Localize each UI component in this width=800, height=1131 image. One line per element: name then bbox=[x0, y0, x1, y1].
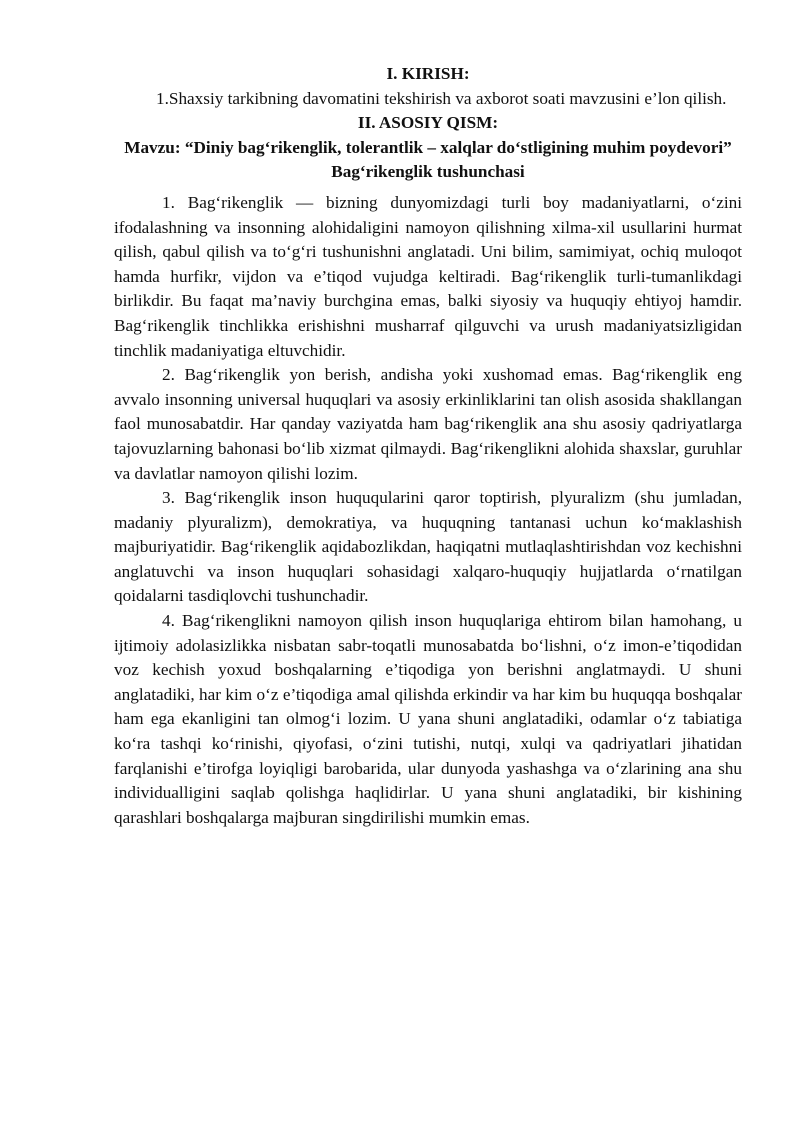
paragraph-4: 4. Bag‘rikenglikni namoyon qilish inson huquqlariga ehtirom bilan hamohang, u ijtimoiy adolasizlikka nisbatan sabr-toqatli munosabatda bo‘lishni, o‘z imon-e’tiqodidan voz kechish yoxud boshqalarning e’tiqodiga yon berishni anglatmaydi. U shuni anglatadiki, har kim o‘z e’tiqodiga amal qilishda erkindir va har kim bu huquqqa boshqalar ham ega ekanligini tan olmog‘i lozim. U yana shuni anglatadiki, odamlar o‘z tabiatiga ko‘ra tashqi ko‘rinishi, qiyofasi, o‘zini tutishi, nutqi, xulqi va qadriyatlari jihatidan farqlanishi e’tirofga loyiqligi barobarida, ular dunyoda yashashga va o‘zlarining ana shu individualligini saqlab qolishga haqlidirlar. U yana shuni anglatadiki, bir kishining qarashlari boshqalarga majburan singdirilishi mumkin emas. bbox=[114, 611, 742, 827]
intro-item: 1.Shaxsiy tarkibning davomatini tekshirish va axborot soati mavzusini e’lon qilish. bbox=[156, 88, 727, 108]
intro-heading: I. KIRISH: bbox=[386, 64, 470, 83]
paragraph-1: 1. Bag‘rikenglik — bizning dunyomizdagi turli boy madaniyatlarni, o‘zini ifodalashning va insonning alohidaligini namoyon qilishning xilma-xil usullarini hurmat qilish, qabul qilish va to‘g‘ri tushunishni anglatadi. Uni bilim, samimiyat, ochiq muloqot hamda hurfikr, vijdon va e’tiqod vujudga keltiradi. Bag‘rikenglik turli-tumanlikdagi birlikdir. Bu faqat ma’naviy burchgina emas, balki siyosiy va huquqiy ehtiyoj hamdir. Bag‘rikenglik tinchlikka erishishni musharraf qilguvchi va urush madaniyatsizligidan tinchlik madaniyatiga eltuvchidir. bbox=[114, 192, 742, 360]
section-subheading: Bag‘rikenglik tushunchasi bbox=[331, 162, 525, 182]
main-heading: II. ASOSIY QISM: bbox=[357, 113, 499, 133]
document-page bbox=[114, 62, 742, 830]
paragraph-2: 2. Bag‘rikenglik yon berish, andisha yoki xushomad emas. Bag‘rikenglik eng avvalo insonning universal huquqlari va asosiy erkinliklarini tan olish asosida shakllangan faol munosabatdir. Har qanday vaziyatda ham bag‘rikenglik ana shu asosiy qadriyatlarga tajovuzlarning bahonasi bo‘lib xizmat qilmaydi. Bag‘rikenglikni alohida shaxslar, guruhlar va davlatlar namoyon qilishi lozim. bbox=[114, 365, 742, 483]
paragraph-3: 3. Bag‘rikenglik inson huquqularini qaror toptirish, plyuralizm (shu jumladan, madaniy plyuralizm), demokratiya, va huquqning tantanasi uchun ko‘maklashish majburiyatidir. Bag‘rikenglik aqidabozlikdan, haqiqatni mutlaqlashtirishdan voz kechishni anglatuvchi va inson huquqlari sohasidagi xalqaro-huquqiy hujjatlarda o‘rnatilgan qoidalarni tasdiqlovchi tushunchadir. bbox=[114, 488, 742, 606]
topic-title: Mavzu: “Diniy bag‘rikenglik, tolerantlik – xalqlar do‘stligining muhim poydevori” bbox=[124, 137, 732, 157]
